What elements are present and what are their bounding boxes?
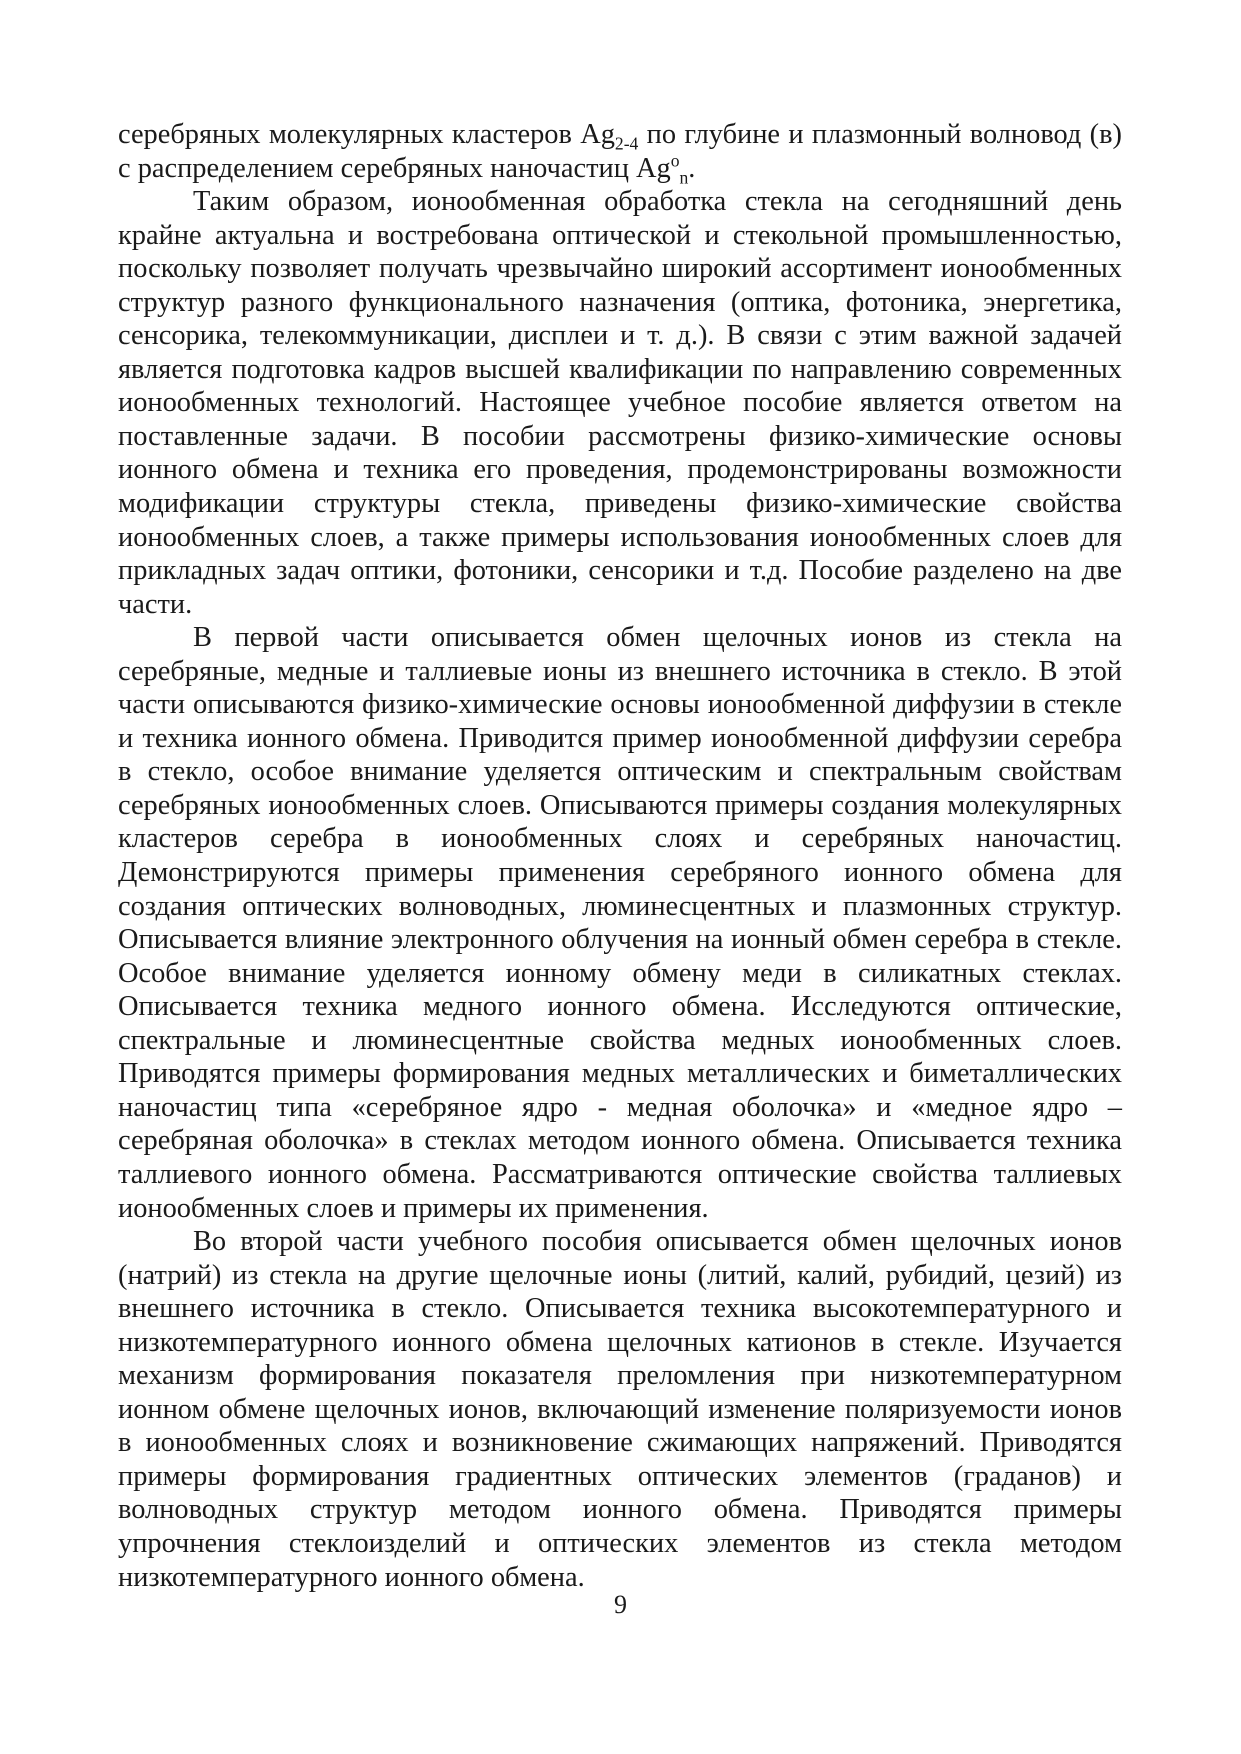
intro-superscript: o bbox=[670, 150, 680, 171]
intro-subscript-1: 2-4 bbox=[614, 133, 639, 154]
paragraph-summary: Таким образом, ионообменная обработка стекла на сегодняшний день крайне актуальна и востребована оптической и стекольной промышленностью, поскольку позволяет получать чрезвычайно широкий ассортимент ионообменных структур разного функционального назначения (оптика, фотоника, энергетика, сенсорика, телекоммуникации, дисплеи и т. д.). В связи с этим важной задачей является подготовка кадров высшей квалификации по направлению современных ионообменных технологий. Настоящее учебное пособие является ответом на поставленные задачи. В пособии рассмотрены физико-химические основы ионного обмена и техника его проведения, продемонстрированы возможности модификации структуры стекла, приведены физико-химические свойства ионообменных слоев, а также примеры использования ионообменных слоев для прикладных задач оптики, фотоники, сенсорики и т.д. Пособие разделено на две части. bbox=[118, 186, 1122, 620]
page-number: 9 bbox=[614, 1590, 627, 1619]
paragraph-part-one: В первой части описывается обмен щелочных ионов из стекла на серебряные, медные и таллиевые ионы из внешнего источника в стекло. В этой части описываются физико-химические основы ионообменной диффузии в стекле и техника ионного обмена. Приводится пример ионообменной диффузии серебра в стекло, особое внимание уделяется оптическим и спектральным свойствам серебряных ионообменных слоев. Описываются примеры создания молекулярных кластеров серебра в ионообменных слоях и серебряных наночастиц. Демонстрируются примеры применения серебряного ионного обмена для создания оптических волноводных, люминесцентных и плазмонных структур. Описывается влияние электронного облучения на ионный обмен серебра в стекле. Особое внимание уделяется ионному обмену меди в силикатных стеклах. Описывается техника медного ионного обмена. Исследуются оптические, спектральные и люминесцентные свойства медных ионообменных слоев. Приводятся примеры формирования медных металлических и биметаллических наночастиц типа «серебряное ядро - медная оболочка» и «медное ядро – серебряная оболочка» в стеклах методом ионного обмена. Описывается техника таллиевого ионного обмена. Рассматриваются оптические свойства таллиевых ионообменных слоев и примеры их применения. bbox=[118, 622, 1122, 1224]
intro-text-2: по глубине и плазмонный волновод (в) с распределением серебряных наночастиц Ag bbox=[118, 119, 1122, 184]
intro-paragraph bbox=[118, 118, 1122, 188]
paragraph-part-two: Во второй части учебного пособия описывается обмен щелочных ионов (натрий) из стекла на другие щелочные ионы (литий, калий, рубидий, цезий) из внешнего источника в стекло. Описывается техника высокотемпературного и низкотемпературного ионного обмена щелочных катионов в стекле. Изучается механизм формирования показателя преломления при низкотемпературном ионном обмене щелочных ионов, включающий изменение поляризуемости ионов в ионообменных слоях и возникновение сжимающих напряжений. Приводятся примеры формирования градиентных оптических элементов (граданов) и волноводных структур методом ионного обмена. Приводятся примеры упрочнения стеклоизделий и оптических элементов из стекла методом низкотемпературного ионного обмена. bbox=[118, 1226, 1122, 1593]
intro-subscript-2: n bbox=[679, 167, 689, 188]
document-page bbox=[118, 118, 1122, 1594]
intro-text-1: серебряных молекулярных кластеров Ag bbox=[118, 119, 615, 150]
intro-text-3: . bbox=[688, 152, 696, 184]
